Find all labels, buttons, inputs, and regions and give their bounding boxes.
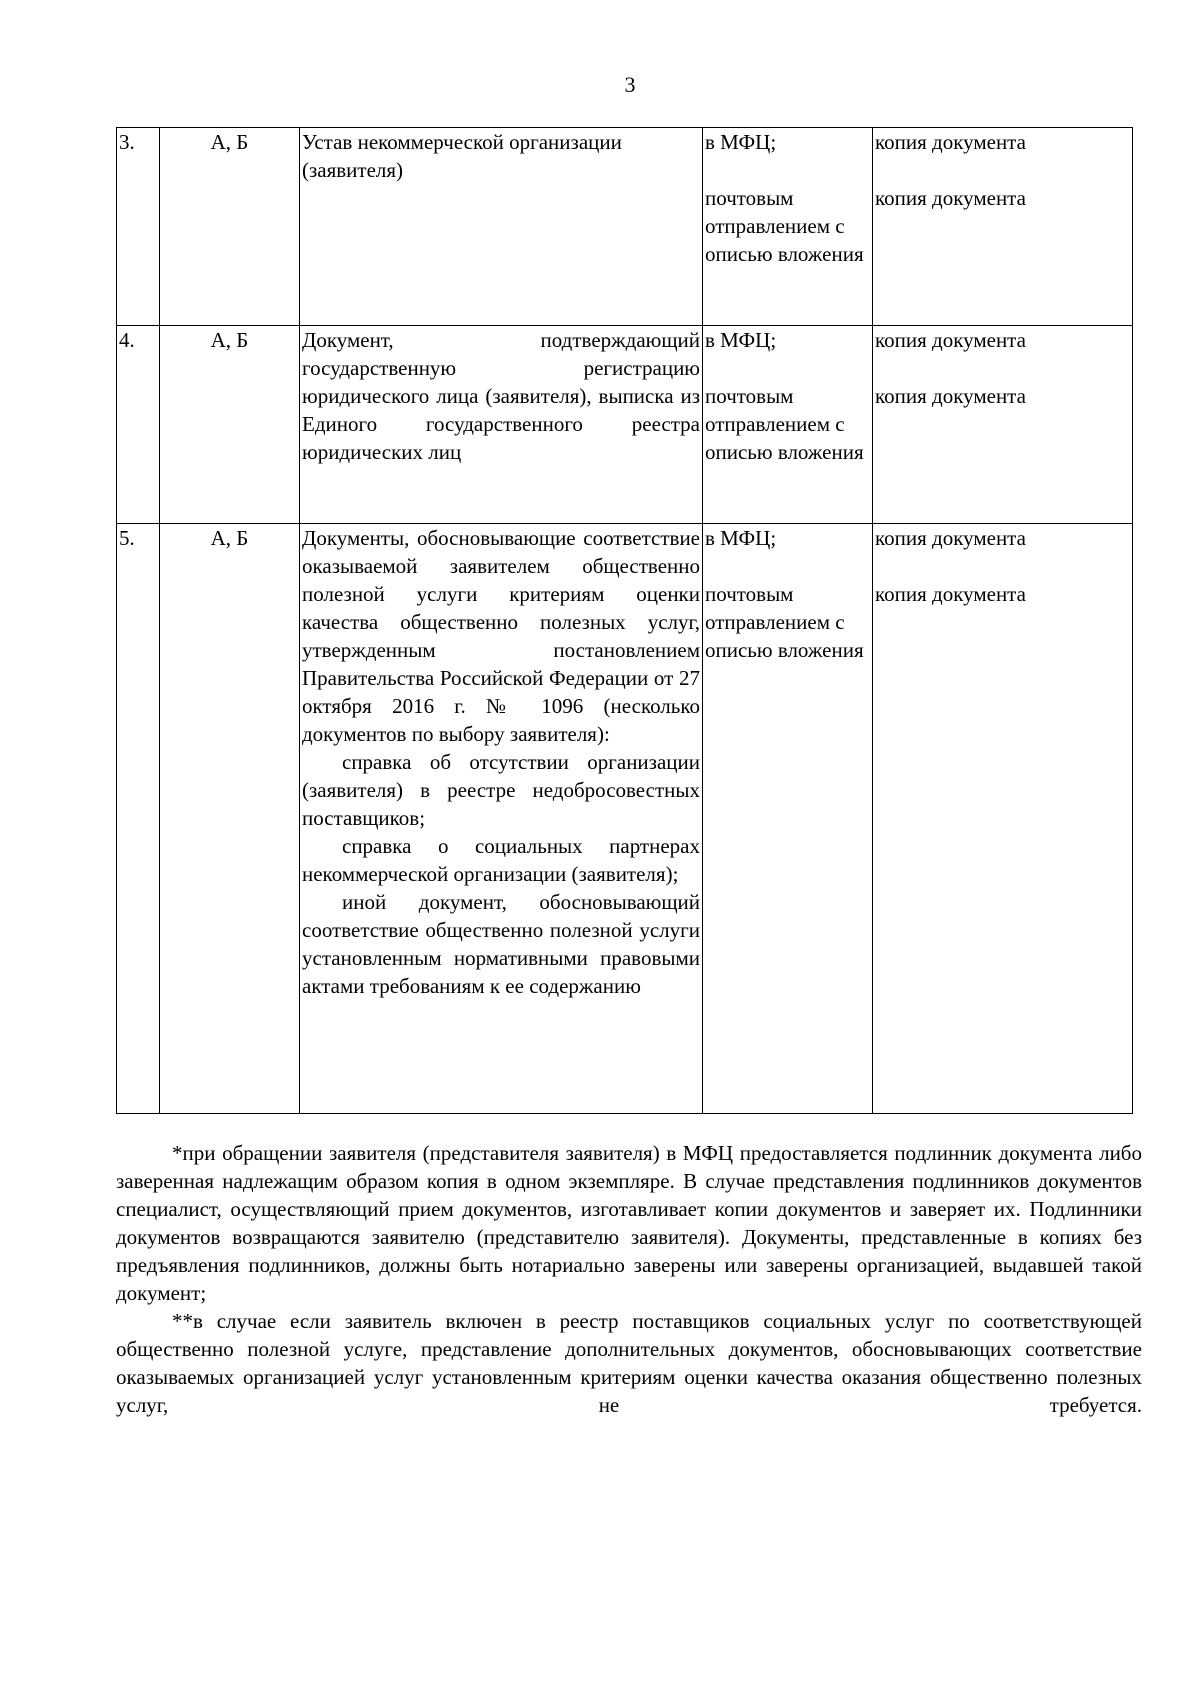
document-forms bbox=[873, 326, 1133, 524]
document-form: копия документа bbox=[875, 328, 1026, 352]
document-form: копия документа bbox=[875, 526, 1026, 550]
applicant-category: А, Б bbox=[160, 326, 300, 524]
submission-way: почтовым отправлением с описью вложения bbox=[705, 186, 864, 266]
document-name: Документ, подтверждающий государственную регистрацию юридического лица (заявителя), выписка из Единого государственного реестра юридических лиц bbox=[300, 326, 703, 524]
footnote-single-asterisk: *при обращении заявителя (представителя заявителя) в МФЦ предоставляется подлинник документа либо заверенная надлежащим образом копия в одном экземпляре. В случае представления подлинников документов специалист, осуществляющий прием документов, изготавливает копии документов и заверяет их. Подлинники документов возвращаются заявителю (представителю заявителя). Документы, представленные в копиях без предъявления подлинников, должны быть нотариально заверены или заверены организацией, выдавшей такой документ; bbox=[116, 1141, 1142, 1305]
row-number: 3. bbox=[117, 128, 160, 326]
applicant-category: А, Б bbox=[160, 128, 300, 326]
document-form: копия документа bbox=[875, 130, 1026, 154]
document-paragraph: Документы, обосновывающие соответствие оказываемой заявителем общественно полезной услуги критериям оценки качества общественно полезных услуг, утвержденным постановлением Правительства Российской Федерации от 27 октября 2016 г. № 1096 (несколько документов по выбору заявителя): bbox=[302, 526, 700, 746]
document-name bbox=[300, 524, 703, 1114]
document-name: Устав некоммерческой организации (заявителя) bbox=[300, 128, 703, 326]
submission-ways bbox=[703, 128, 873, 326]
submission-ways bbox=[703, 524, 873, 1114]
document-forms bbox=[873, 524, 1133, 1114]
table-row bbox=[117, 128, 1133, 326]
footnote-double-asterisk: **в случае если заявитель включен в реестр поставщиков социальных услуг по соответствующей общественно полезной услуге, представление дополнительных документов, обосновывающих соответствие оказываемых организацией услуг установленным критериям оценки качества оказания общественно полезных услуг, не требуется. bbox=[116, 1309, 1142, 1417]
document-form: копия документа bbox=[875, 582, 1026, 606]
submission-way: в МФЦ; bbox=[705, 328, 777, 352]
submission-way: почтовым отправлением с описью вложения bbox=[705, 582, 864, 662]
table-row bbox=[117, 326, 1133, 524]
submission-way: в МФЦ; bbox=[705, 526, 777, 550]
submission-ways bbox=[703, 326, 873, 524]
row-number: 4. bbox=[117, 326, 160, 524]
footnotes bbox=[116, 1139, 1142, 1419]
documents-table bbox=[116, 127, 1133, 1114]
document-form: копия документа bbox=[875, 186, 1026, 210]
document-paragraph: иной документ, обосновывающий соответствие общественно полезной услуги установленным нормативными правовыми актами требованиям к ее содержанию bbox=[302, 890, 700, 998]
submission-way: почтовым отправлением с описью вложения bbox=[705, 384, 864, 464]
document-forms bbox=[873, 128, 1133, 326]
document-form: копия документа bbox=[875, 384, 1026, 408]
document-paragraph: справка о социальных партнерах некоммерческой организации (заявителя); bbox=[302, 834, 700, 886]
submission-way: в МФЦ; bbox=[705, 130, 777, 154]
row-number: 5. bbox=[117, 524, 160, 1114]
table-row bbox=[117, 524, 1133, 1114]
document-paragraph: справка об отсутствии организации (заявителя) в реестре недобросовестных поставщиков; bbox=[302, 750, 700, 830]
page-number: 3 bbox=[624, 72, 636, 97]
applicant-category: А, Б bbox=[160, 524, 300, 1114]
